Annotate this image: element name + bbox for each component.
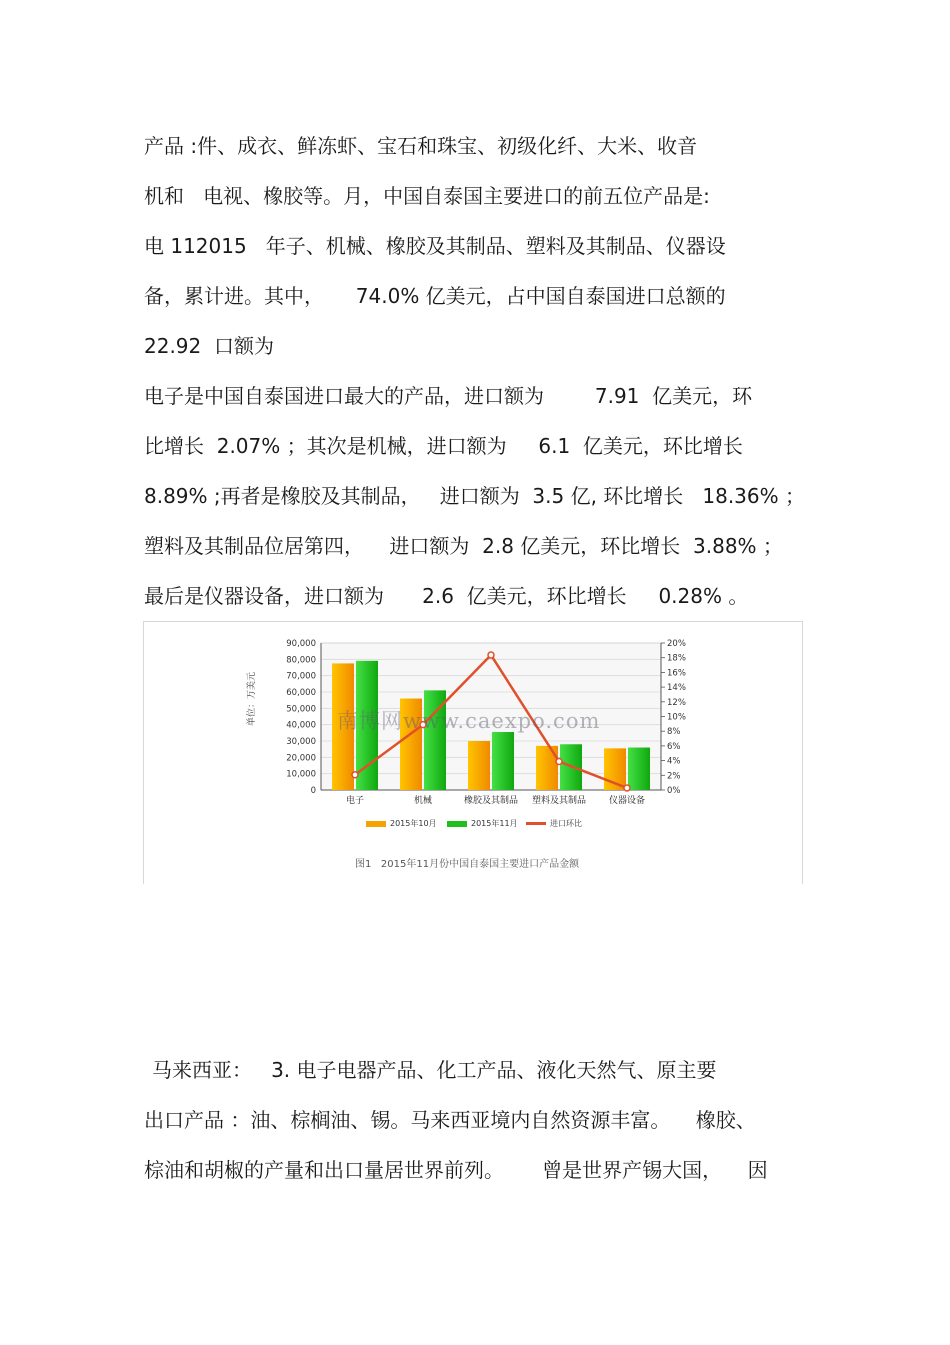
y2-tick-label: 12% [667,697,686,708]
x-category-label: 机械 [413,796,433,806]
y-tick-label: 20,000 [286,753,316,764]
paragraph-line-2: 机和 电视、橡胶等。月，中国自泰国主要进口的前五位产品是: [144,184,710,208]
paragraph-line-12: 出口产品 ：油、棕榈油、锡。马来西亚境内自然资源丰富。 橡胶、 [144,1108,756,1132]
growth-point [624,785,630,791]
watermark: 南博网www.caexpo.com [337,709,601,733]
x-category-label: 电子 [345,796,365,806]
bar-2015-10 [468,741,490,790]
paragraph-line-5: 22.92 口额为 [144,334,274,358]
x-category-label: 橡胶及其制品 [463,796,519,806]
y-tick-label: 60,000 [286,688,316,698]
legend-label-nov: 2015年11月 [471,819,518,828]
y-axis-label: 单位：万美元 [247,671,257,726]
legend-swatch-growth [526,822,546,825]
growth-point [556,758,562,764]
paragraph-line-7: 比增长 2.07% ；其次是机械，进口额为 6.1 亿美元，环比增长 [144,434,743,458]
legend-swatch-oct [366,821,386,827]
paragraph-line-6: 电子是中国自泰国进口最大的产品，进口额为 7.91 亿美元，环 [144,384,753,408]
y-tick-label: 70,000 [286,671,316,682]
growth-point [488,652,494,658]
paragraph-line-8: 8.89% ;再者是橡胶及其制品， 进口额为 3.5 亿, 环比增长 18.36% ； [144,484,805,508]
y-tick-label: 40,000 [286,720,316,731]
paragraph-line-13: 棕油和胡椒的产量和出口量居世界前列。 曾是世界产锡大国， 因 [144,1158,768,1182]
import-chart-figure [143,621,803,884]
y2-tick-label: 20% [667,639,686,649]
y2-tick-label: 2% [667,771,681,782]
paragraph-line-10: 最后是仪器设备，进口额为 2.6 亿美元，环比增长 0.28% 。 [144,584,749,608]
paragraph-line-3: 电 112015 年子、机械、橡胶及其制品、塑料及其制品、仪器设 [144,234,726,258]
y-tick-label: 80,000 [286,655,316,666]
y-tick-label: 10,000 [286,769,316,780]
y2-tick-label: 0% [667,786,681,796]
y-tick-label: 50,000 [286,704,316,715]
paragraph-line-11: 马来西亚： 3. 电子电器产品、化工产品、液化天然气、原主要 [152,1058,717,1082]
x-category-label: 仪器设备 [608,796,646,806]
y2-tick-label: 10% [667,712,686,723]
y-tick-label: 30,000 [286,737,316,747]
legend-label-oct: 2015年10月 [390,819,437,828]
y2-tick-label: 6% [667,741,681,752]
paragraph-line-1: 产品 :件、成衣、鲜冻虾、宝石和珠宝、初级化纤、大米、收音 [144,134,698,158]
growth-point [352,772,358,778]
legend-item-nov [447,818,518,829]
y-tick-label: 0 [310,786,316,796]
y-tick-label: 90,000 [286,639,316,649]
paragraph-line-9: 塑料及其制品位居第四， 进口额为 2.8 亿美元，环比增长 3.88% ； [144,534,783,558]
y2-tick-label: 18% [667,653,686,664]
legend-item-oct [366,818,437,829]
x-category-label: 塑料及其制品 [531,796,587,806]
figure-caption: 图1 2015年11月份中国自泰国主要进口产品金额 [355,859,580,870]
paragraph-line-4: 备，累计进。其中， 74.0% 亿美元，占中国自泰国进口总额的 [144,284,726,308]
bar-2015-11 [492,732,514,790]
y2-tick-label: 16% [667,668,686,679]
legend-swatch-nov [447,821,467,827]
bar-2015-11 [628,748,650,790]
legend-item-growth [526,818,582,829]
y2-tick-label: 8% [667,727,681,738]
y2-tick-label: 4% [667,756,681,767]
y2-tick-label: 14% [667,683,686,694]
legend-label-growth: 进口环比 [550,819,582,828]
chart-svg [144,622,804,885]
